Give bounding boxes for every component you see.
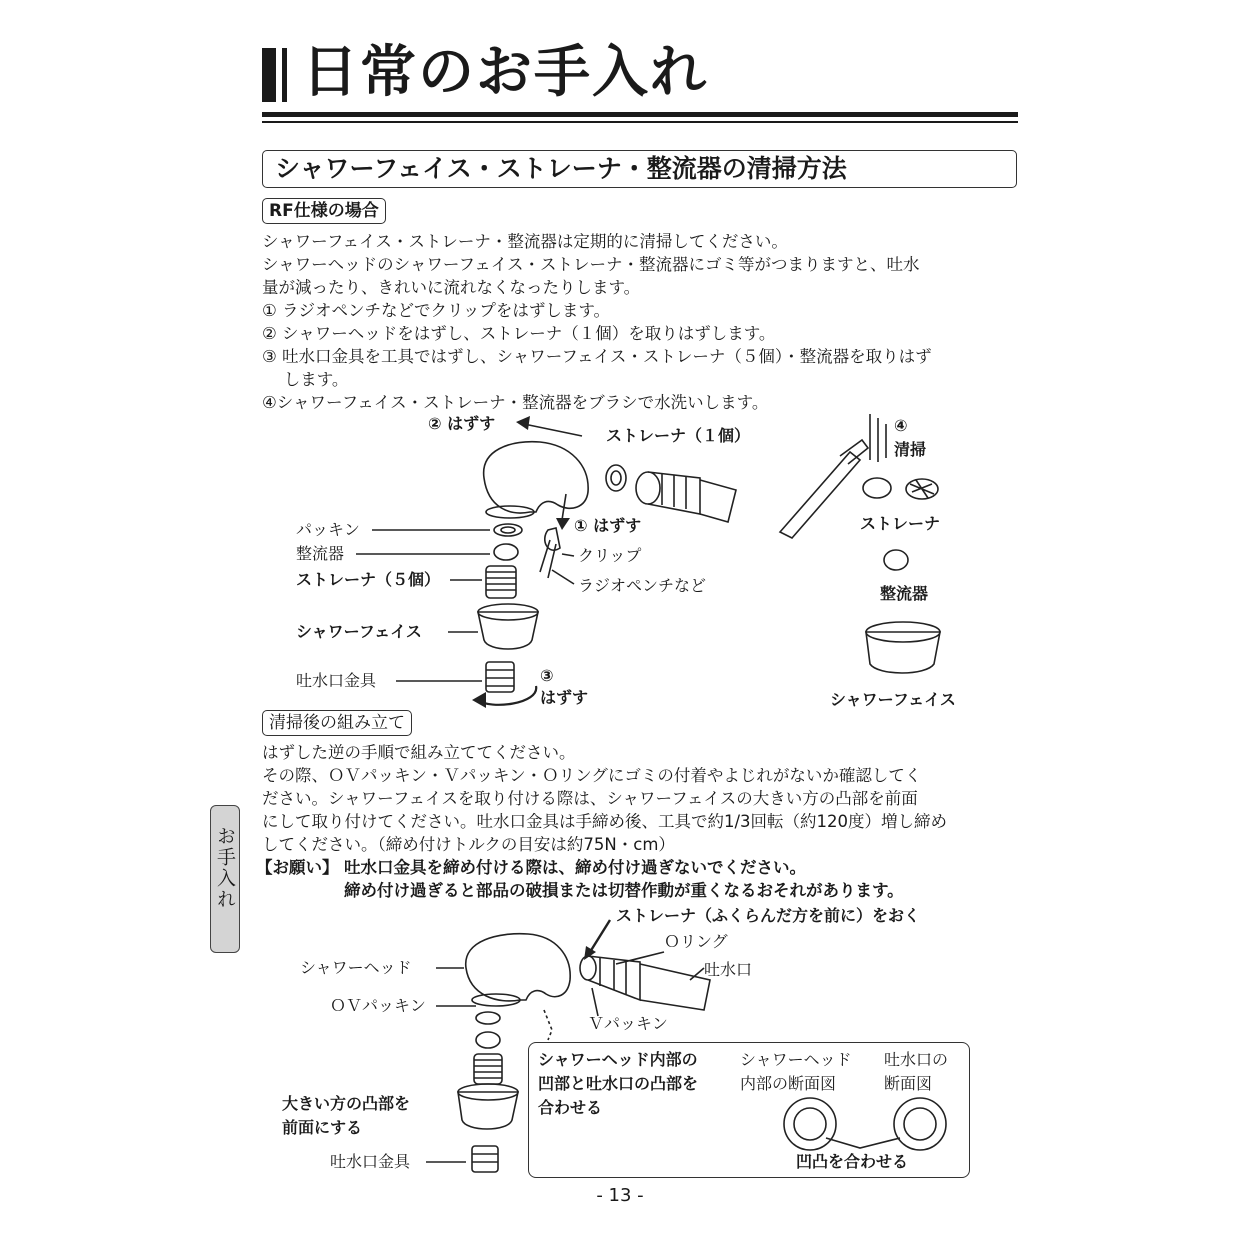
request-line-2: 締め付け過ぎると部品の破損または切替作動が重くなるおそれがあります。 <box>344 881 904 900</box>
section-spout-label-2: 断面図 <box>884 1074 933 1093</box>
big-convex-label-2: 前面にする <box>282 1118 363 1137</box>
step3-remove-label: はずす <box>540 688 589 707</box>
reassembly-tag: 清掃後の組み立て <box>262 710 412 736</box>
rf-spec-tag: RF仕様の場合 <box>262 198 386 224</box>
pliers-label: ラジオペンチなど <box>578 576 707 595</box>
step-4: ④シャワーフェイス・ストレーナ・整流器をブラシで水洗いします。 <box>262 393 769 412</box>
right-rectifier-label: 整流器 <box>880 584 929 603</box>
step3-number: ③ <box>540 666 554 685</box>
intro-line-1: シャワーフェイス・ストレーナ・整流器は定期的に清掃してください。 <box>262 232 788 251</box>
strainer-5-label: ストレーナ（５個） <box>296 570 441 589</box>
note-bold-1: シャワーヘッド内部の <box>538 1050 698 1069</box>
align-label: 凹凸を合わせる <box>796 1152 909 1171</box>
step-2: ② シャワーヘッドをはずし、ストレーナ（１個）を取りはずします。 <box>262 324 776 343</box>
shower-head-label: シャワーヘッド <box>300 958 412 977</box>
note-bold-2: 凹部と吐水口の凸部を <box>538 1074 699 1093</box>
note-bold-3: 合わせる <box>538 1098 603 1117</box>
step-3-cont: します。 <box>262 370 349 389</box>
reassembly-line-5: してください。（締め付けトルクの目安は約75N・cm） <box>262 835 675 854</box>
step-1: ① ラジオペンチなどでクリップをはずします。 <box>262 301 611 320</box>
remove-label-2: ② はずす <box>428 414 496 433</box>
reassembly-line-1: はずした逆の手順で組み立ててください。 <box>262 743 576 762</box>
right-shower-face-label: シャワーフェイス <box>830 690 956 709</box>
request-label: 【お願い】 <box>256 858 339 877</box>
reassembly-line-2: その際、ＯＶパッキン・Ｖパッキン・Ｏリングにゴミの付着やよじれがないか確認してく <box>262 766 922 785</box>
packing-label: パッキン <box>296 520 360 539</box>
sidetab-label: お手入れ <box>214 826 236 910</box>
clip-label: クリップ <box>578 546 642 565</box>
right-strainer-label: ストレーナ <box>860 514 941 533</box>
section-spout-label-1: 吐水口の <box>884 1050 949 1069</box>
clean-label: 清掃 <box>894 440 927 459</box>
remove-label-1: ① はずす <box>574 516 642 535</box>
rectifier-label: 整流器 <box>296 544 345 563</box>
section-head-label-2: 内部の断面図 <box>740 1074 837 1093</box>
ov-packing-label: ＯＶパッキン <box>330 996 426 1015</box>
strainer-1-label: ストレーナ（１個） <box>606 426 751 445</box>
section-head-label-1: シャワーヘッド <box>740 1050 852 1069</box>
reassembly-line-4: にして取り付けてください。吐水口金具は手締め後、工具で約1/3回転（約120度）増し締め <box>262 812 948 831</box>
section-heading: シャワーフェイス・ストレーナ・整流器の清掃方法 <box>262 150 1017 188</box>
big-convex-label-1: 大きい方の凸部を <box>282 1094 411 1113</box>
reassembly-line-3: ださい。シャワーフェイスを取り付ける際は、シャワーフェイスの大きい方の凸部を前面 <box>262 789 918 808</box>
step-3: ③ 吐水口金具を工具ではずし、シャワーフェイス・ストレーナ（５個）・整流器を取りはず <box>262 347 932 366</box>
step4-number: ④ <box>894 416 908 435</box>
page-number: - 13 - <box>596 1185 644 1206</box>
shower-face-label: シャワーフェイス <box>296 622 422 641</box>
o-ring-label: Ｏリング <box>664 932 728 951</box>
v-packing-label: Ｖパッキン <box>588 1014 668 1033</box>
intro-line-2: シャワーヘッドのシャワーフェイス・ストレーナ・整流器にゴミ等がつまりますと、吐水 <box>262 255 920 274</box>
spout-label: 吐水口 <box>704 960 753 979</box>
request-line-1: 吐水口金具を締め付ける際は、締め付け過ぎないでください。 <box>344 858 806 877</box>
spout-fitting-label-2: 吐水口金具 <box>330 1152 411 1171</box>
intro-line-3: 量が減ったり、きれいに流れなくなったりします。 <box>262 278 641 297</box>
spout-fitting-label: 吐水口金具 <box>296 671 377 690</box>
strainer-front-label: ストレーナ（ふくらんだ方を前に）をおく <box>616 906 921 925</box>
page-title: 日常のお手入れ <box>302 40 708 105</box>
